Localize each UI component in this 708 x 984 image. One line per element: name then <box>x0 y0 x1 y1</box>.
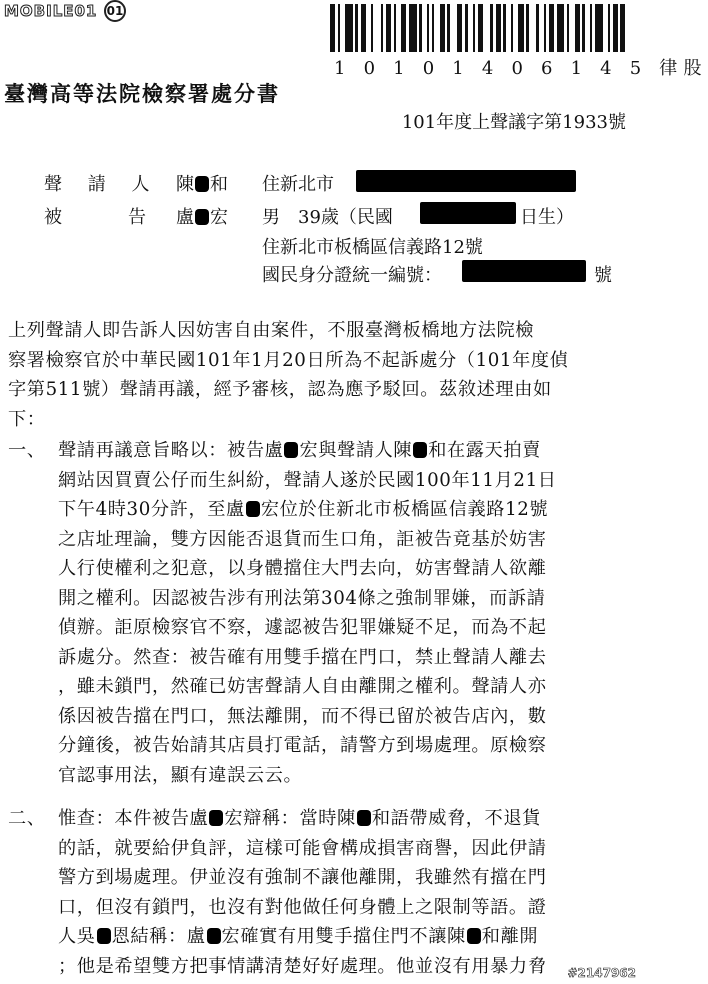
defendant-role: 被 告 <box>44 207 156 228</box>
text-line: ；他是希望雙方把事情講清楚好好處理。他並沒有用暴力脅 <box>58 955 547 977</box>
redaction-mark <box>413 442 427 458</box>
redaction-mark <box>207 928 221 944</box>
redaction-bar <box>356 170 576 192</box>
barcode-bar <box>529 4 537 52</box>
defendant-birth-suffix: 日生） <box>520 207 574 228</box>
document-title: 臺灣高等法院檢察署處分書 <box>4 81 280 106</box>
text-line: 之店址理論，雙方因能否退貨而生口角，詎被告竟基於妨害 <box>58 528 547 550</box>
redaction-bar <box>420 202 516 224</box>
case-number: 101年度上聲議字第1933號 <box>401 112 626 133</box>
barcode-bar <box>409 4 417 52</box>
applicant-name: 陳 和 <box>176 174 228 195</box>
text-line: 訴處分。然查：被告確有用雙手擋在門口，禁止聲請人離去 <box>58 646 547 668</box>
barcode-bar <box>595 4 603 52</box>
logo-emblem-icon: 01 <box>104 0 126 22</box>
redaction-mark <box>357 810 371 826</box>
defendant-gender-age: 男 39歲（民國 <box>262 207 393 228</box>
text-line: 官認事用法，顯有違誤云云。 <box>58 764 303 786</box>
text-line: 人吳 恩結稱：盧 宏確實有用雙手擋住門不讓陳 和離開 <box>58 926 539 947</box>
barcode-bar <box>625 4 628 52</box>
text-line: 察署檢察官於中華民國101年1月20日所為不起訴處分（101年度偵 <box>8 349 569 371</box>
text-line: 開之權利。因認被告涉有刑法第304條之強制罪嫌，而訴請 <box>58 587 546 609</box>
barcode-bar <box>373 4 381 52</box>
defendant-id-suffix: 號 <box>594 265 612 286</box>
redaction-mark <box>209 810 223 826</box>
text-line: 偵辦。詎原檢察官不察，遽認被告犯罪嫌疑不足，而為不起 <box>58 617 547 638</box>
barcode-bar <box>557 4 565 52</box>
section-number: 二、 <box>8 808 46 829</box>
barcode-number: 1 0 1 0 1 4 0 6 1 4 5 律股 <box>334 58 708 79</box>
text-line: 口，但沒有鎖門，也沒有對他做任何身體上之限制等語。證 <box>58 896 547 918</box>
text-line: 字第511號）聲請再議，經予審核，認為應予駁回。茲敘述理由如 <box>8 379 552 400</box>
barcode-bar <box>450 4 458 52</box>
redaction-mark <box>246 501 260 517</box>
text-line: ，雖未鎖門，然確已妨害聲請人自由離開之權利。聲請人亦 <box>58 676 547 697</box>
redaction-mark <box>284 442 298 458</box>
intro-paragraph <box>8 316 568 434</box>
redaction-mark <box>467 928 481 944</box>
applicant-role: 聲 請 人 <box>44 174 160 195</box>
redaction-bar <box>462 260 586 282</box>
watermark-logo: MOBILE01 <box>4 2 98 20</box>
text-line: 下： <box>8 408 46 430</box>
redaction-mark <box>97 928 111 944</box>
text-line: 下午4時30分許，至盧 宏位於住新北市板橋區信義路12號 <box>58 499 549 520</box>
defendant-address: 住新北市板橋區信義路12號 <box>262 237 483 258</box>
text-line: 分鐘後，被告始請其店員打電話，請警方到場處理。原檢察 <box>58 735 547 756</box>
text-line: 上列聲請人即告訴人因妨害自由案件，不服臺灣板橋地方法院檢 <box>8 320 535 341</box>
section-number: 一、 <box>8 440 46 461</box>
watermark-tag: #2147962 <box>567 966 636 980</box>
barcode <box>330 4 628 52</box>
text-line: 的話，就要給伊負評，這樣可能會構成損害商譽，因此伊請 <box>58 837 547 859</box>
defendant-name: 盧 宏 <box>176 207 228 228</box>
text-line: 惟查：本件被告盧 宏辯稱：當時陳 和語帶威脅，不退貨 <box>58 808 541 829</box>
applicant-address: 住新北市 <box>262 174 334 195</box>
text-line: 警方到場處理。伊並沒有強制不讓他離開，我雖然有擋在門 <box>58 867 547 888</box>
text-line: 聲請再議意旨略以：被告盧 宏與聲請人陳 和在露天拍賣 <box>58 440 541 461</box>
text-line: 網站因買賣公仔而生糾紛，聲請人遂於民國100年11月21日 <box>58 469 557 491</box>
text-line: 係因被告擋在門口，無法離開，而不得已留於被告店內，數 <box>58 705 547 727</box>
text-line: 人行使權利之犯意，以身體擋住大門去向，妨害聲請人欲離 <box>58 558 547 579</box>
barcode-bar <box>345 4 353 52</box>
barcode-bar <box>483 4 491 52</box>
defendant-id-label: 國民身分證統一編號： <box>262 265 442 286</box>
